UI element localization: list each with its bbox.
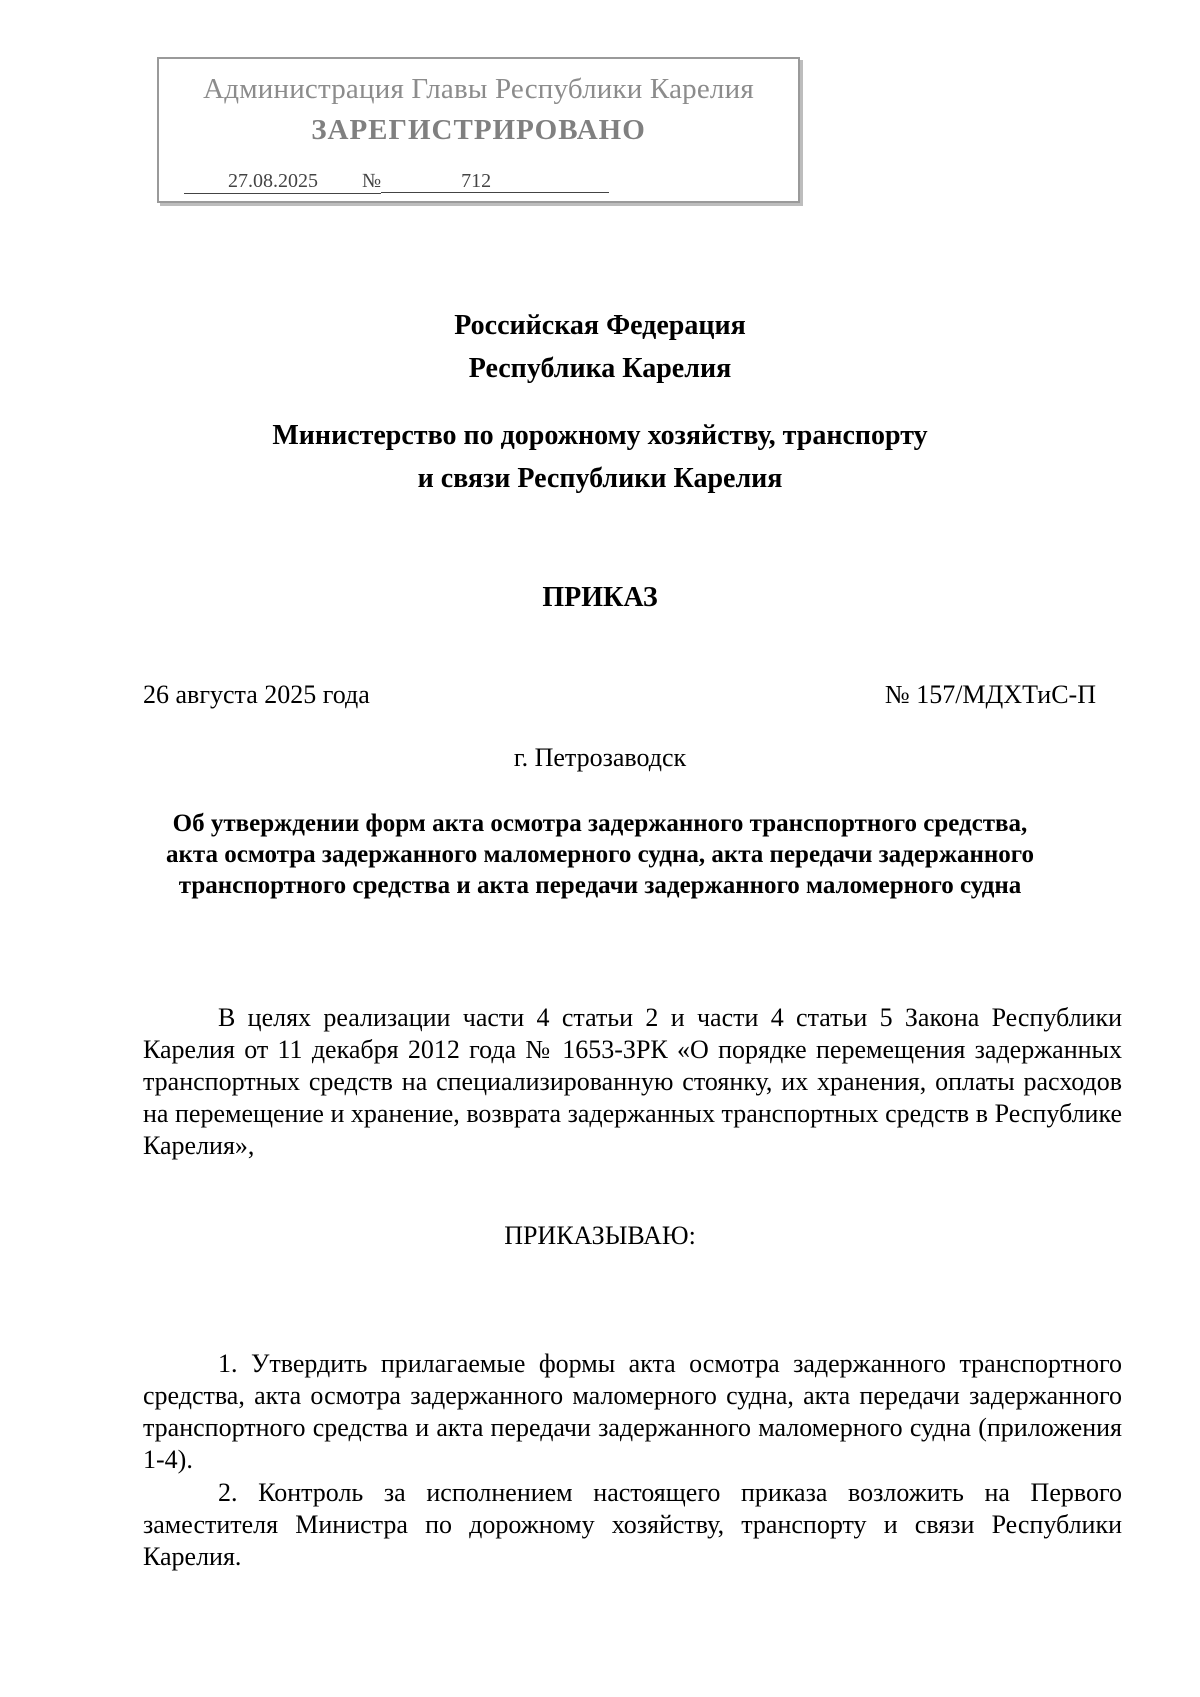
order-date: 26 августа 2025 года — [143, 680, 370, 709]
stamp-administration-label: Администрация Главы Республики Карелия — [203, 73, 754, 105]
order-number: № 157/МДХТиС-П — [884, 680, 1096, 709]
ministry-name-line2: и связи Республики Карелия — [417, 463, 783, 494]
document-type: ПРИКАЗ — [542, 582, 658, 613]
stamp-date: 27.08.2025 — [184, 169, 362, 194]
stamp-number-sign: № — [362, 170, 382, 192]
stamp-registration-line — [184, 169, 609, 197]
preamble-paragraph: В целях реализации части 4 статьи 2 и части 4 статьи 5 Закона Республики Карелия от 11 декабря 2012 года № 1653-ЗРК «О порядке перемещения задержанных транспортных средств на специализированную стоянку, их хранения, оплаты расходов на перемещение и хранение, возврата задержанных транспортных средств в Республике Карелия», — [143, 1003, 1122, 1160]
city: г. Петрозаводск — [513, 743, 687, 772]
country-header — [0, 304, 1200, 390]
stamp-number: 712 — [381, 169, 609, 193]
republic-name: Республика Карелия — [468, 353, 732, 384]
registration-stamp — [157, 57, 800, 203]
order-item-2: 2. Контроль за исполнением настоящего приказа возложить на Первого заместителя Министра по дорожному хозяйству, транспорту и связи Республики Карелия. — [143, 1478, 1122, 1571]
order-subject: Об утверждении форм акта осмотра задержанного транспортного средства, акта осмотра задержанного маломерного судна, акта передачи задержанного транспортного средства и акта передачи задержанного маломерного судна — [165, 810, 1034, 899]
order-word: ПРИКАЗЫВАЮ: — [504, 1221, 696, 1250]
ministry-header — [0, 414, 1200, 500]
order-item-1: 1. Утвердить прилагаемые формы акта осмотра задержанного транспортного средства, акта осмотра задержанного маломерного судна, акта передачи задержанного транспортного средства и акта передачи задержанного маломерного судна (приложения 1-4). — [143, 1349, 1122, 1474]
ministry-name-line1: Министерство по дорожному хозяйству, транспорту — [272, 420, 928, 451]
country-name: Российская Федерация — [454, 310, 746, 341]
stamp-registered-label: ЗАРЕГИСТРИРОВАНО — [311, 114, 646, 146]
